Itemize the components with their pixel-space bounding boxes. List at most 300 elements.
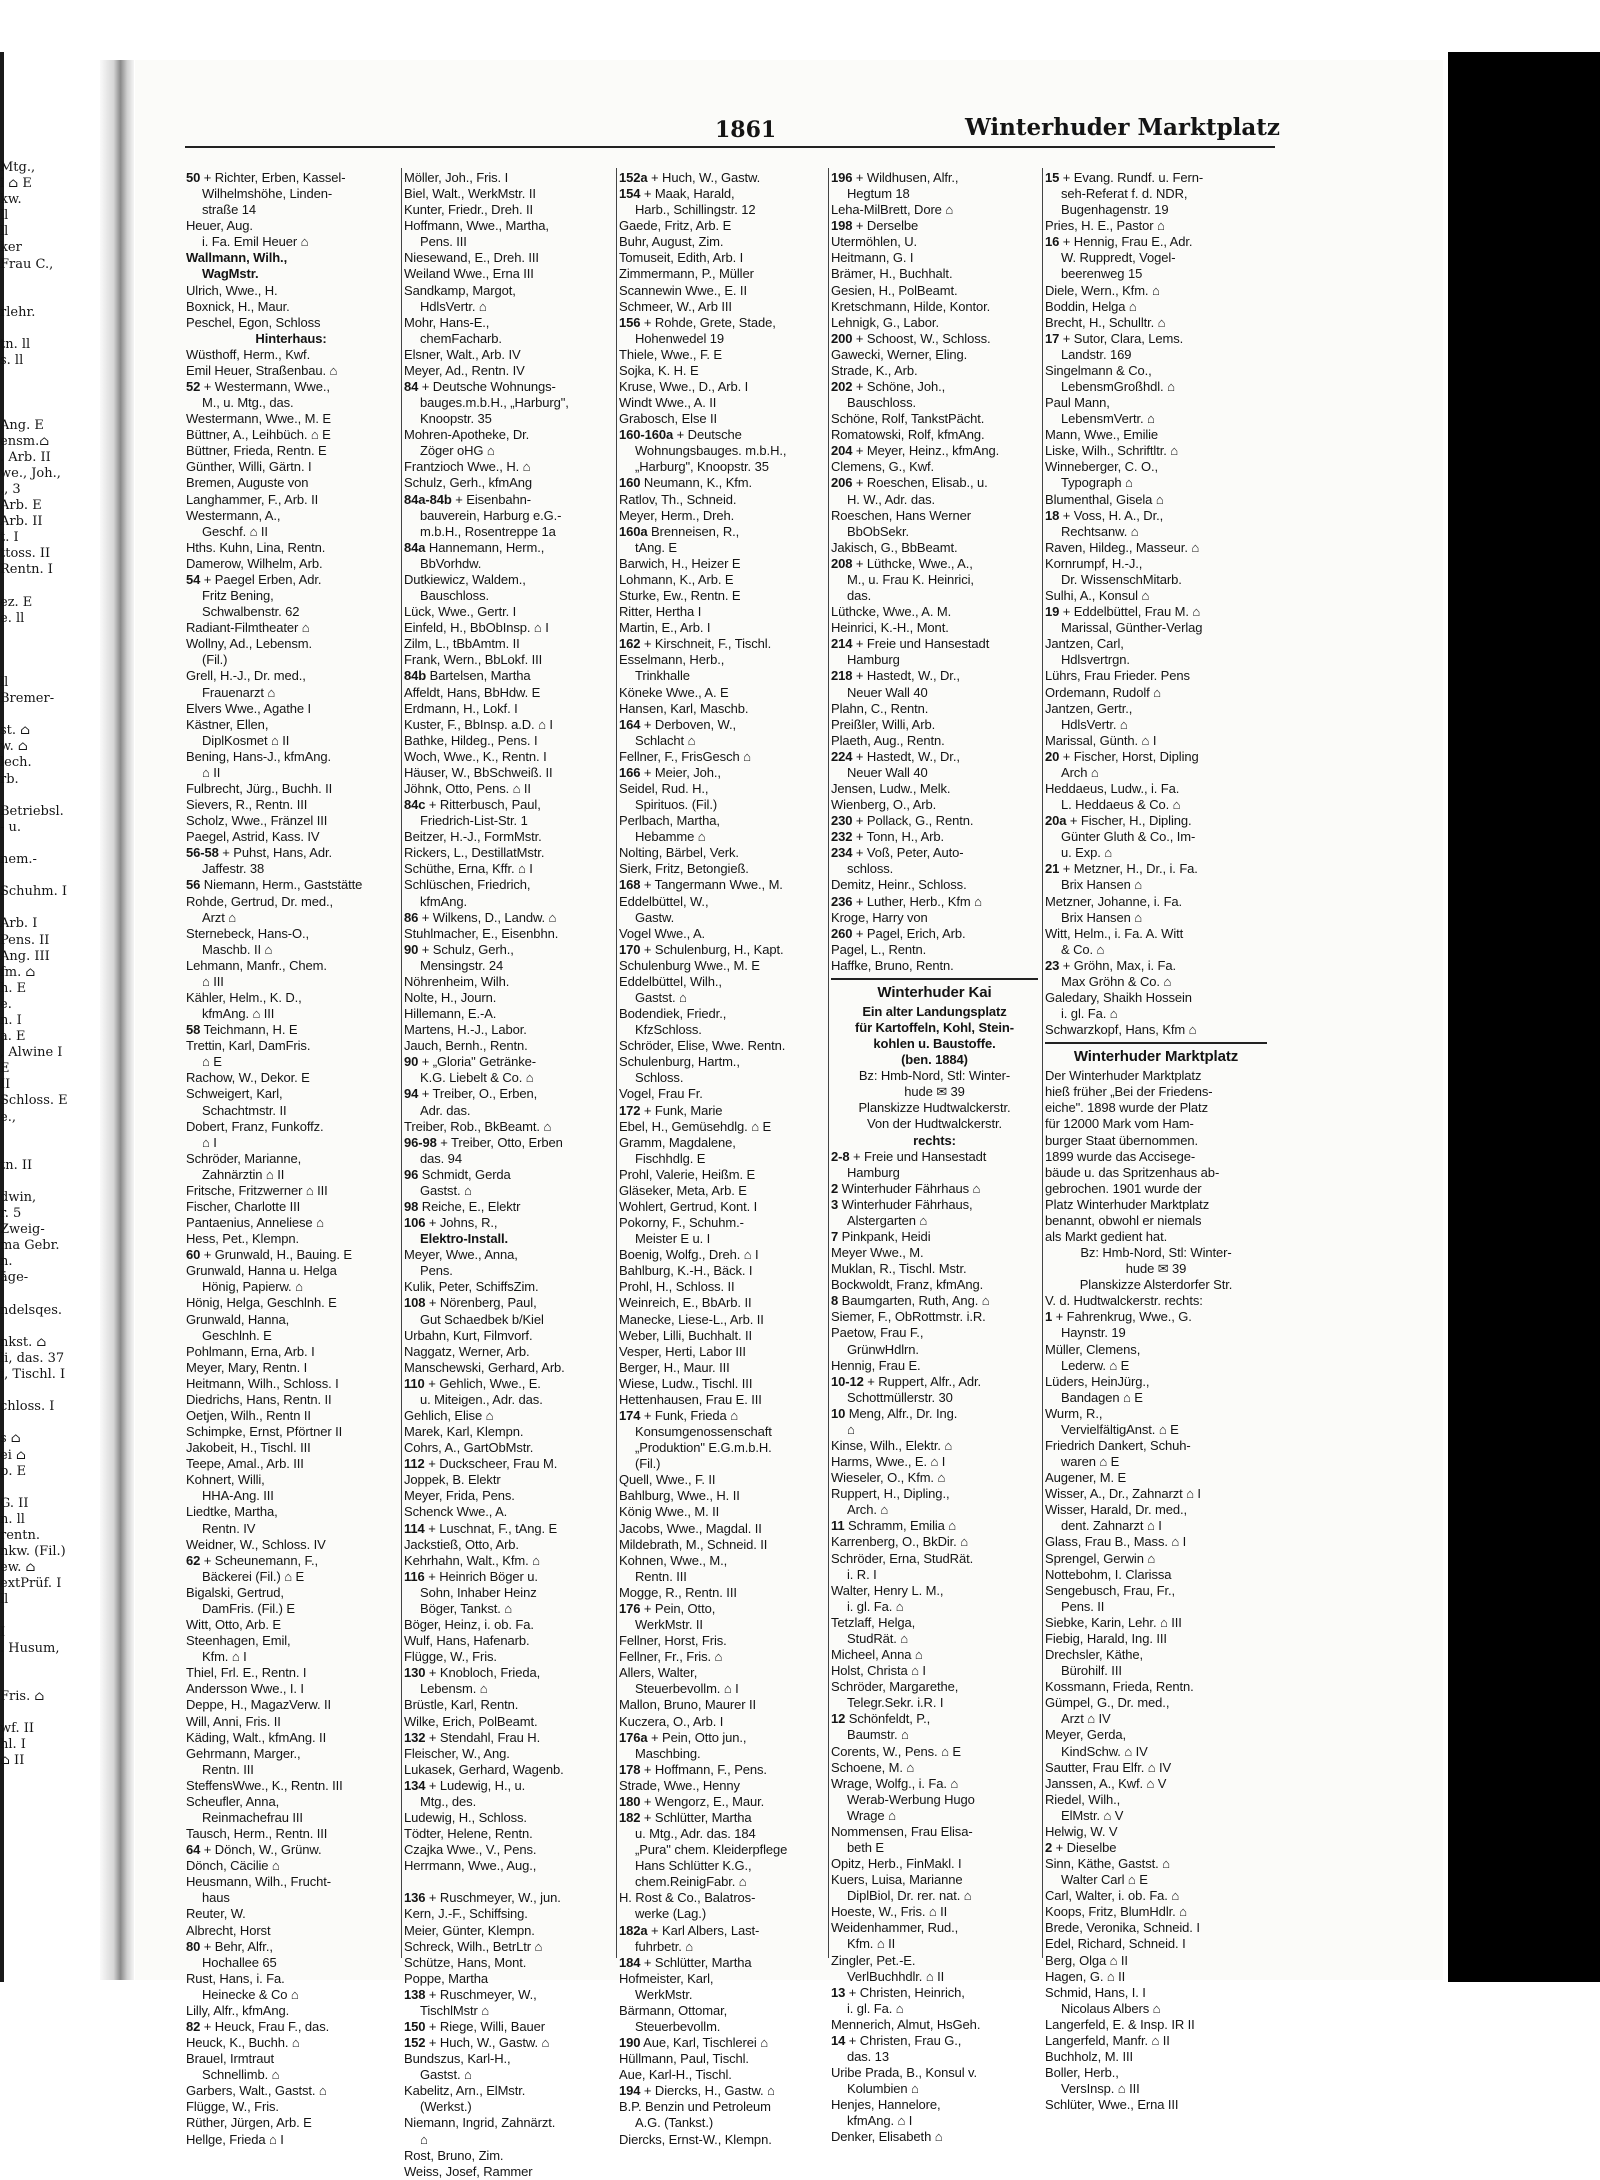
directory-entry: Möller, Joh., Fris. I [404, 170, 509, 185]
prev-page-line: Bremer- [0, 691, 55, 707]
directory-entry: Hansen, Karl, Maschb. [619, 700, 749, 716]
prev-page-line [0, 385, 100, 401]
directory-entry: Rust, Hans, i. Fa. [186, 1970, 285, 1986]
directory-entry: hude ✉ 39 [1125, 1261, 1187, 1277]
directory-entry: Hettenhausen, Frau E. III [619, 1391, 762, 1407]
directory-entry: Fischer, Charlotte III [186, 1199, 301, 1214]
directory-entry: Fischhdlg. E [635, 1150, 706, 1166]
directory-entry: Galedary, Shaikh Hossein [1045, 989, 1192, 1005]
directory-entry: Lederw. ⌂ E [1061, 1357, 1130, 1373]
directory-entry: Lukasek, Gerhard, Wagenb. [404, 1761, 564, 1777]
directory-entry: Gut Schaedbek b/Kiel [420, 1311, 544, 1327]
directory-entry: 194 + Diercks, H., Gastw. ⌂ [619, 2083, 775, 2099]
directory-entry: Grunwald, Hanna, [186, 1311, 290, 1327]
directory-entry: Sandkamp, Margot, [404, 282, 516, 298]
directory-entry: 84b Bartelsen, Martha [404, 668, 531, 684]
house-number: 138 [404, 1986, 426, 2002]
directory-entry: 184 + Schlütter, Martha [619, 1954, 752, 1970]
house-number: 94 [404, 1086, 419, 1102]
directory-entry: Schröder, Margarethe, [831, 1679, 959, 1695]
directory-entry: 116 + Heinrich Böger u. [404, 1568, 538, 1584]
prev-page-line [0, 369, 100, 385]
prev-page-line: . Arb. II [0, 449, 51, 465]
prev-page-line [0, 627, 100, 643]
directory-entry: Sinn, Käthe, Gastst. ⌂ [1045, 1856, 1170, 1872]
house-number: 180 [619, 1793, 641, 1809]
directory-entry: Czajka Wwe., V., Pens. [404, 1842, 537, 1858]
column-divider [401, 168, 402, 1958]
directory-entry: Heuck, K., Buchh. ⌂ [186, 2035, 300, 2051]
prev-page-line: ei ⌂ [0, 1447, 26, 1463]
house-number: 15 [1045, 170, 1060, 185]
directory-entry: Käding, Walt., kfmAng. II [186, 1729, 327, 1745]
directory-entry: Hagen, G. ⌂ II [1045, 1968, 1126, 1984]
directory-entry: Schenck Wwe., A. [404, 1504, 508, 1520]
prev-page-line: E [0, 1061, 10, 1077]
directory-entry: Friedrich-List-Str. 1 [420, 813, 528, 829]
directory-entry: Sautter, Frau Elfr. ⌂ IV [1045, 1759, 1172, 1775]
directory-entry: 84a Hannemann, Herm., [404, 539, 545, 555]
house-number: 206 [831, 475, 853, 491]
directory-entry: Mohr, Hans-E., [404, 314, 490, 330]
directory-entry: Büttner, A., Leihbüch. ⌂ E [186, 427, 331, 443]
directory-entry: ⌂ II [202, 764, 221, 780]
directory-entry: 152 + Huch, W., Gastw. ⌂ [404, 2035, 550, 2051]
house-number: 106 [404, 1215, 426, 1231]
directory-entry: 10-12 + Ruppert, Alfr., Adr. [831, 1373, 982, 1389]
directory-entry: Clemens, G., Kwf. [831, 459, 935, 475]
directory-entry: Tomuseit, Edith, Arb. I [619, 250, 744, 266]
scan-right-border [1448, 52, 1600, 1982]
directory-entry: Vogel Wwe., A. [619, 925, 706, 941]
directory-entry: Sierk, Fritz, Betongieß. [619, 861, 749, 877]
prev-page-line: Arb. I [0, 916, 38, 932]
directory-entry: Einfeld, H., BbObInsp. ⌂ I [404, 620, 549, 636]
directory-entry: Hochallee 65 [202, 1954, 277, 1970]
directory-entry: Bahlburg, K.-H., Bäck. I [619, 1263, 753, 1279]
directory-entry: 11 Schramm, Emilia ⌂ [831, 1518, 957, 1534]
prev-page-line: ndelsqes. [0, 1302, 63, 1318]
directory-entry: 96-98 + Treiber, Otto, Erben [404, 1134, 563, 1150]
house-number: 136 [404, 1890, 426, 1906]
column-1 [186, 170, 396, 2147]
directory-entry: Rickers, L., DestillatMstr. [404, 845, 545, 861]
directory-entry: bauges.m.b.H., „Harburg", [420, 395, 569, 411]
directory-entry: (Fil.) [202, 652, 228, 668]
prev-page-line: Arb. E [0, 497, 42, 513]
directory-entry: Aue, Karl-H., Tischl. [619, 2067, 732, 2083]
directory-entry: Oetjen, Wilh., Rentn II [186, 1408, 311, 1424]
directory-entry: Flügge, W., Fris. [404, 1649, 497, 1665]
directory-entry: 260 + Pagel, Erich, Arb. [831, 925, 966, 941]
directory-entry: Bauschloss. [847, 395, 916, 411]
directory-entry: Perlbach, Martha, [619, 813, 720, 829]
house-number: 190 [619, 2035, 641, 2051]
directory-entry: Schloss. [635, 1070, 684, 1086]
directory-entry: Strade, K., Arb. [831, 362, 918, 378]
directory-entry: Buhr, August, Zim. [619, 234, 724, 250]
house-number: 7 [831, 1229, 839, 1244]
directory-entry: 132 + Stendahl, Frau H. [404, 1729, 541, 1745]
directory-entry: Arzt ⌂ IV [1061, 1711, 1111, 1727]
directory-entry: Hegtum 18 [847, 186, 910, 202]
directory-entry: Poppe, Martha [404, 1970, 488, 1986]
house-number: 2 [831, 1180, 839, 1196]
house-number: 160 [619, 475, 641, 491]
directory-entry: Mensingstr. 24 [420, 957, 504, 973]
directory-entry: Alstergarten ⌂ [847, 1212, 928, 1228]
directory-entry: ⌂ [420, 2131, 428, 2147]
directory-entry: Sojka, K. H. E [619, 362, 699, 378]
directory-entry: Ordemann, Rudolf ⌂ [1045, 684, 1161, 700]
directory-entry: Reinmachefrau III [202, 1809, 303, 1825]
house-number: 198 [831, 218, 853, 234]
directory-entry: Sohn, Inhaber Heinz [420, 1584, 537, 1600]
prev-page-line: e., [0, 1109, 16, 1125]
prev-page-line: ker [0, 240, 22, 256]
prev-page-line [0, 1415, 100, 1431]
directory-entry: Naggatz, Werner, Arb. [404, 1343, 530, 1359]
prev-page-line: hl. I [0, 1737, 26, 1753]
directory-entry: 202 + Schöne, Joh., [831, 379, 946, 395]
directory-entry: Sengebusch, Frau, Fr., [1045, 1582, 1176, 1598]
directory-entry: 80 + Behr, Alfr., [186, 1938, 273, 1954]
directory-entry: 176a + Pein, Otto jun., [619, 1729, 747, 1745]
directory-entry: Häuser, W., BbSchweiß. II [404, 764, 553, 780]
directory-entry: Ratlov, Th., Schneid. [619, 491, 737, 507]
directory-entry: schloss. [847, 861, 894, 877]
directory-entry: Fellner, F., FrisGesch ⌂ [619, 748, 751, 764]
directory-entry: Ritter, Hertha I [619, 604, 702, 620]
prev-page-line [0, 1126, 100, 1142]
directory-entry: Martens, H.-J., Labor. [404, 1022, 527, 1038]
directory-entry: Bening, Hans-J., kfmAng. [186, 748, 331, 764]
directory-entry: 1 + Fahrenkrug, Wwe., G. [1045, 1309, 1192, 1325]
directory-entry: Schöne, Rolf, TankstPächt. [831, 411, 985, 427]
prev-page-line: i, Tischl. I [0, 1367, 66, 1383]
directory-entry: Roeschen, Hans Werner [831, 507, 972, 523]
directory-entry: Zimmermann, P., Müller [619, 266, 754, 282]
house-number: 160a [619, 523, 648, 539]
prev-page-line [0, 836, 100, 852]
directory-entry: Damerow, Wilhelm, Arb. [186, 555, 323, 571]
directory-entry: Lüthcke, Wwe., A. M. [831, 604, 952, 620]
directory-entry: Sievers, R., Rentn. III [186, 797, 308, 813]
directory-entry: Hillemann, E.-A. [404, 1006, 497, 1022]
directory-entry: Gehlich, Elise ⌂ [404, 1408, 494, 1424]
prev-page-line [0, 1319, 100, 1335]
directory-entry: Hess, Pet., Klempn. [186, 1231, 299, 1247]
directory-entry: HHA-Ang. III [202, 1488, 274, 1504]
directory-entry: waren ⌂ E [1061, 1454, 1120, 1470]
directory-entry: DiplKosmet ⌂ II [202, 732, 290, 748]
directory-entry: Manecke, Liese-L., Arb. II [619, 1311, 764, 1327]
directory-entry: 108 + Nörenberg, Paul, [404, 1295, 537, 1311]
directory-entry: Max Gröhn & Co. ⌂ [1061, 973, 1172, 989]
directory-entry: Kulik, Peter, SchiffsZim. [404, 1279, 539, 1295]
house-number: 84a-84b [404, 491, 452, 507]
house-number: 23 [1045, 957, 1060, 973]
directory-entry: Schreck, Wilh., BetrLtr ⌂ [404, 1938, 543, 1954]
directory-entry: Kfm. ⌂ I [202, 1649, 247, 1665]
directory-entry: 206 + Roeschen, Elisab., u. [831, 475, 988, 491]
directory-entry: eiche". 1898 wurde der Platz [1045, 1100, 1208, 1116]
directory-entry: Günter Gluth & Co., Im- [1061, 829, 1196, 845]
directory-entry: Barwich, H., Heizer E [619, 555, 741, 571]
directory-entry: Albrecht, Horst [186, 1922, 271, 1938]
directory-entry: 21 + Metzner, H., Dr., i. Fa. [1045, 861, 1198, 877]
directory-entry: Wüsthoff, Herm., Kwf. [186, 346, 311, 362]
directory-entry: Bigalski, Gertrud, [186, 1584, 284, 1600]
directory-entry: Diedrichs, Hans, Rentn. II [186, 1391, 332, 1407]
directory-entry: Herrmann, Wwe., Aug., [404, 1858, 537, 1874]
directory-entry: „Harburg", Knoopstr. 35 [635, 459, 769, 475]
directory-entry: Bodendiek, Friedr., [619, 1006, 727, 1022]
directory-entry: Rachow, W., Dekor. E [186, 1070, 310, 1086]
directory-entry: Gläseker, Meta, Arb. E [619, 1182, 747, 1198]
directory-entry: Müller, Clemens, [1045, 1341, 1141, 1357]
directory-entry: Schachtmstr. II [202, 1102, 287, 1118]
house-number: 208 [831, 555, 853, 571]
directory-entry: Heitmann, Wilh., Schloss. I [186, 1375, 339, 1391]
directory-entry: Wilhelmshöhe, Linden- [202, 186, 333, 202]
directory-entry: Opitz, Herb., FinMakl. I [831, 1856, 962, 1872]
house-number: 90 [404, 1054, 419, 1070]
directory-entry: 1899 wurde das Accisege- [1045, 1148, 1196, 1164]
directory-entry: Treiber, Rob., BkBeamt. ⌂ [404, 1118, 552, 1134]
directory-entry: TischlMstr ⌂ [420, 2002, 489, 2018]
house-number: 162 [619, 636, 641, 652]
directory-entry: Emil Heuer, Straßenbau. ⌂ [186, 362, 338, 378]
directory-entry: Peschel, Egon, Schloss [186, 314, 321, 330]
directory-entry: Boenig, Wolfg., Dreh. ⌂ I [619, 1247, 759, 1263]
house-number: 172 [619, 1102, 641, 1118]
prev-page-line: h. E [0, 980, 27, 996]
directory-entry: 13 + Christen, Heinrich, [831, 1984, 965, 2000]
directory-entry: M., u. Frau K. Heinrici, [847, 571, 974, 587]
directory-entry: Hdlsvertrgn. [1061, 652, 1130, 668]
prev-page-line: äge- [0, 1270, 29, 1286]
directory-entry: Strade, Wwe., Henny [619, 1777, 740, 1793]
directory-entry: Schröder, Marianne, [186, 1150, 302, 1166]
directory-entry: Rentn. IV [202, 1520, 256, 1536]
directory-entry: Joppek, B. Elektr [404, 1472, 501, 1488]
directory-entry: u. Miteigen., Adr. das. [420, 1391, 543, 1407]
directory-entry: Konsumgenossenschaft [635, 1424, 772, 1440]
directory-entry: Haynstr. 19 [1061, 1325, 1126, 1341]
prev-page-line: p. E [0, 1463, 27, 1479]
directory-entry: 17 + Sutor, Clara, Lems. [1045, 330, 1184, 346]
directory-entry: Brauel, Irmtraut [186, 2051, 274, 2067]
house-number: 204 [831, 443, 853, 459]
directory-entry: Denker, Elisabeth ⌂ [831, 2129, 943, 2145]
house-number: 96 [404, 1166, 419, 1182]
prev-page-line: n. ll [0, 1511, 25, 1527]
directory-entry: 2 + Dieselbe [1045, 1839, 1117, 1855]
house-number: 182a [619, 1922, 648, 1938]
directory-entry: (ben. 1884) [901, 1052, 968, 1068]
directory-entry: Plahn, C., Rentn. [831, 700, 929, 716]
directory-entry: Riedel, Wilh., [1045, 1791, 1121, 1807]
directory-entry: Buchholz, M. III [1045, 2048, 1133, 2064]
directory-entry: Nöhrenheim, Wilh. [404, 973, 510, 989]
directory-entry: Augener, M. E [1045, 1470, 1127, 1486]
directory-entry: Cohrs, A., GartObMstr. [404, 1440, 534, 1456]
prev-page-line: ⌂ II [0, 1753, 25, 1769]
directory-entry: 164 + Derboven, W., [619, 716, 736, 732]
directory-entry: Steuerbevollm. [635, 2018, 721, 2034]
previous-page-fragment [0, 160, 100, 1960]
directory-entry: Gawecki, Werner, Eling. [831, 346, 968, 362]
directory-entry: 110 + Gehlich, Wwe., E. [404, 1375, 541, 1391]
directory-entry: Will, Anni, Fris. II [186, 1713, 281, 1729]
directory-entry: 54 + Paegel Erben, Adr. [186, 571, 322, 587]
directory-entry: Langerfeld, E. & Insp. IR II [1045, 2016, 1195, 2032]
directory-entry: 232 + Tonn, H., Arb. [831, 829, 945, 845]
house-number: 184 [619, 1954, 641, 1970]
directory-entry: 160-160a + Deutsche [619, 427, 742, 443]
directory-entry: Prohl, Valerie, Heißm. E [619, 1166, 756, 1182]
directory-entry: Maschb. II ⌂ [202, 941, 273, 957]
directory-entry: hude ✉ 39 [904, 1084, 965, 1100]
directory-entry: Kohnert, Willi, [186, 1472, 265, 1488]
directory-entry: 82 + Heuck, Frau F., das. [186, 2018, 330, 2034]
directory-entry: Typograph ⌂ [1061, 475, 1133, 491]
directory-entry: Gastw. [635, 909, 675, 925]
directory-entry: 56-58 + Puhst, Hans, Adr. [186, 845, 333, 861]
directory-entry: Metzner, Johanne, i. Fa. [1045, 893, 1183, 909]
directory-entry: „Pura" chem. Kleiderpflege [635, 1842, 788, 1858]
directory-entry: Bahlburg, Wwe., H. II [619, 1488, 740, 1504]
house-number: 18 [1045, 507, 1060, 523]
directory-entry: 236 + Luther, Herb., Kfm ⌂ [831, 893, 982, 909]
house-number: 84 [404, 379, 419, 395]
directory-entry: Jauch, Bernh., Rentn. [404, 1038, 528, 1054]
directory-entry: Kunter, Friedr., Dreh. II [404, 202, 533, 218]
directory-entry: Henjes, Hannelore, [831, 2097, 941, 2113]
directory-entry: Schmid, Hans, I. I [1045, 1984, 1146, 2000]
house-number: 2 [1045, 1839, 1053, 1855]
directory-entry: Pens. [420, 1263, 453, 1279]
running-head: Winterhuder Marktplatz [965, 114, 1280, 141]
house-number: 196 [831, 170, 853, 185]
directory-entry: Grell, H.-J., Dr. med., [186, 668, 306, 684]
directory-entry: 8 Baumgarten, Ruth, Ang. ⌂ [831, 1293, 990, 1309]
directory-entry: Wohlert, Gertrud, Kont. I [619, 1199, 758, 1214]
directory-entry: Sturke, Ew., Rentn. E [619, 588, 741, 604]
directory-entry: Planskizze Hudtwalckerstr. [858, 1100, 1011, 1116]
house-number: 182 [619, 1809, 641, 1825]
directory-entry: Neuer Wall 40 [847, 684, 928, 700]
directory-entry: SteffensWwe., K., Rentn. III [186, 1777, 343, 1793]
directory-entry: 172 + Funk, Marie [619, 1102, 723, 1118]
directory-entry: ⌂ I [202, 1134, 217, 1150]
directory-entry: Wollny, Ad., Lebensm. [186, 636, 313, 652]
directory-entry: Andersson Wwe., I. I [186, 1681, 304, 1697]
directory-entry: Rentn. III [635, 1568, 687, 1584]
prev-page-line: e. ll [0, 610, 25, 626]
directory-entry: Geschf. ⌂ II [202, 523, 268, 539]
directory-entry: Windt Wwe., A. II [619, 395, 717, 411]
directory-entry: Micheel, Anna ⌂ [831, 1647, 923, 1663]
directory-entry: Schüthe, Erna, Kffr. ⌂ I [404, 861, 533, 877]
directory-entry: Köneke Wwe., A. E [619, 684, 729, 700]
house-number: 132 [404, 1729, 426, 1745]
house-number: 1 [1045, 1309, 1053, 1325]
directory-entry: 134 + Ludewig, H., u. [404, 1777, 526, 1793]
directory-entry: Frantzioch Wwe., H. ⌂ [404, 459, 531, 475]
directory-entry: 56 Niemann, Herm., Gaststätte [186, 877, 363, 893]
directory-entry: 174 + Funk, Frieda ⌂ [619, 1408, 738, 1424]
prev-page-line: dwin, [0, 1190, 37, 1205]
directory-entry: Kern, J.-F., Schiffsing. [404, 1906, 528, 1922]
directory-entry: 150 + Riege, Willi, Bauer [404, 2018, 545, 2034]
directory-entry: Wisser, A., Dr., Zahnarzt ⌂ I [1045, 1486, 1201, 1502]
directory-entry: Grunwald, Hanna u. Helga [186, 1263, 337, 1279]
directory-entry: Blumenthal, Gisela ⌂ [1045, 491, 1164, 507]
directory-entry: Jöhnk, Otto, Pens. ⌂ II [404, 780, 531, 796]
directory-entry: Utermöhlen, U. [831, 234, 918, 250]
directory-entry: Schulz, Gerh., kfmAng [404, 475, 532, 491]
directory-entry: Hofmeister, Karl, [619, 1970, 714, 1986]
directory-entry: Stuhlmacher, E., Eisenbhn. [404, 925, 559, 941]
directory-entry: Raven, Hildeg., Masseur. ⌂ [1045, 539, 1200, 555]
directory-entry: Elsner, Walt., Arb. IV [404, 346, 521, 362]
directory-entry: Böger, Tankst. ⌂ [420, 1600, 513, 1616]
house-number: 3 [831, 1196, 839, 1212]
house-number: 112 [404, 1456, 425, 1472]
prev-page-line: II [0, 1077, 11, 1093]
house-number: 176a [619, 1729, 648, 1745]
directory-entry: Zilm, L., tBbAmtm. II [404, 636, 520, 652]
house-number: 84b [404, 668, 427, 684]
house-number: 234 [831, 845, 853, 861]
prev-page-line: tn. ll [0, 337, 31, 353]
directory-entry: Eddelbüttel, Wilh., [619, 973, 722, 989]
prev-page-line: tn. II [0, 1157, 33, 1173]
directory-entry: Elektro-Install. [420, 1231, 508, 1247]
directory-entry: Meister E u. I [635, 1231, 711, 1247]
directory-entry: Dönch, Cäcilie ⌂ [186, 1858, 280, 1874]
directory-entry: Weinreich, E., BbArb. II [619, 1295, 752, 1311]
directory-entry: Rost, Bruno, Zim. [404, 2147, 504, 2163]
directory-entry: Janssen, A., Kwf. ⌂ V [1045, 1775, 1167, 1791]
directory-entry: Paetow, Frau F., [831, 1325, 924, 1341]
directory-entry: rechts: [913, 1132, 956, 1148]
directory-entry: Wrage, Wolfg., i. Fa. ⌂ [831, 1775, 959, 1791]
directory-entry: Fritsche, Fritzwerner ⌂ III [186, 1182, 328, 1198]
directory-entry: Schwarzkopf, Hans, Kfm ⌂ [1045, 1022, 1197, 1038]
directory-entry: Weiland Wwe., Erna III [404, 266, 534, 282]
directory-entry: Friedrich Dankert, Schuh- [1045, 1438, 1191, 1454]
directory-entry: Weiss, Josef, Rammer [404, 2163, 533, 2179]
directory-entry: 84 + Deutsche Wohnungs- [404, 379, 556, 395]
house-number: 178 [619, 1761, 641, 1777]
prev-page-line: n. I [0, 1012, 22, 1028]
directory-entry: Schnellimb. ⌂ [202, 2067, 280, 2083]
directory-entry: HdlsVertr. ⌂ [1061, 716, 1128, 732]
directory-entry: Schottmüllerstr. 30 [847, 1389, 953, 1405]
house-number: 236 [831, 893, 853, 909]
directory-entry: Mennerich, Almut, HsGeh. [831, 2016, 981, 2032]
book-gutter [100, 60, 134, 1980]
directory-entry: Dobert, Franz, Funkoffz. [186, 1118, 324, 1134]
house-number: 12 [831, 1711, 846, 1727]
directory-entry: Preißler, Willi, Arb. [831, 716, 936, 732]
directory-entry: 12 Schönfeldt, P., [831, 1711, 931, 1727]
prev-page-line: ll [0, 208, 9, 224]
prev-page-line [0, 1142, 100, 1158]
